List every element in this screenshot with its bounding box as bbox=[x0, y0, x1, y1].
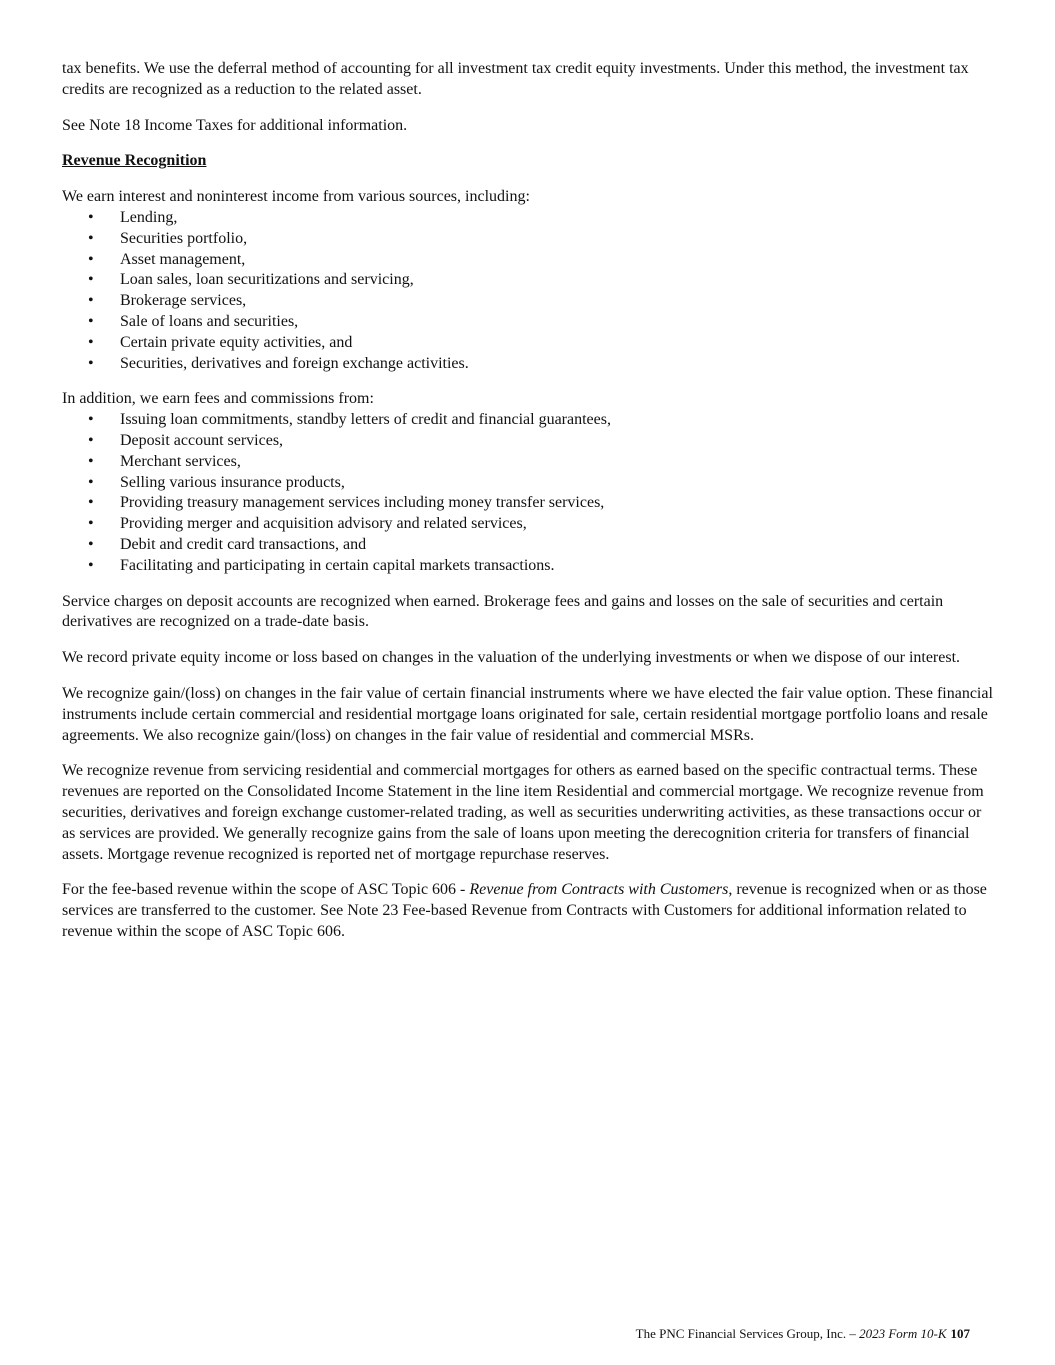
paragraph-fair-value: We recognize gain/(loss) on changes in the fair value of certain financial instruments where we have elected the fair value option. These financial instruments include certain commercial and residential mortgage loans originated for sale, certain residential mortgage portfolio loans and resale agreements. We also recognize gain/(loss) on changes in the fair value of residential and commercial MSRs. bbox=[62, 684, 993, 744]
bullet-icon: • bbox=[88, 515, 94, 533]
paragraph-service-charges: Service charges on deposit accounts are recognized when earned. Brokerage fees and gains and losses on the sale of securities and certain derivatives are recognized on a trade-date basis. bbox=[62, 592, 944, 631]
list-item: • Deposit account services, bbox=[62, 431, 997, 452]
bullet-icon: • bbox=[88, 494, 94, 512]
bullet-icon: • bbox=[88, 535, 94, 553]
footer-form: 2023 Form 10-K bbox=[859, 1326, 947, 1341]
bullet-icon: • bbox=[88, 354, 94, 372]
bullet-icon: • bbox=[88, 229, 94, 247]
list-item: • Lending, bbox=[62, 208, 997, 229]
fee-sources-list bbox=[62, 410, 997, 576]
list-item: • Certain private equity activities, and bbox=[62, 333, 997, 354]
document-page bbox=[62, 59, 997, 958]
income-sources-list bbox=[62, 208, 997, 374]
page-number: 107 bbox=[950, 1326, 970, 1341]
bullet-icon: • bbox=[88, 333, 94, 351]
list-item: • Issuing loan commitments, standby letters of credit and financial guarantees, bbox=[62, 410, 997, 431]
section-title: Revenue Recognition bbox=[62, 152, 207, 170]
intro-paragraph-note-18: See Note 18 Income Taxes for additional information. bbox=[62, 116, 408, 134]
bullet-icon: • bbox=[88, 473, 94, 491]
asc-606-title: Revenue from Contracts with Customers bbox=[469, 881, 729, 899]
bullet-icon: • bbox=[88, 452, 94, 470]
fees-intro: In addition, we earn fees and commissions from: bbox=[62, 390, 374, 408]
income-intro: We earn interest and noninterest income from various sources, including: bbox=[62, 188, 530, 206]
list-item: • Providing merger and acquisition advisory and related services, bbox=[62, 514, 997, 535]
list-item: • Debit and credit card transactions, and bbox=[62, 535, 997, 556]
list-item: • Loan sales, loan securitizations and servicing, bbox=[62, 270, 997, 291]
list-item: • Asset management, bbox=[62, 250, 997, 271]
intro-paragraph-tax-benefits: tax benefits. We use the deferral method of accounting for all investment tax credit equity investments. Under this method, the investment tax credits are recognized as a reduction to the related asset. bbox=[62, 60, 969, 98]
list-item: • Securities portfolio, bbox=[62, 229, 997, 250]
bullet-icon: • bbox=[88, 411, 94, 429]
list-item: • Providing treasury management services including money transfer services, bbox=[62, 493, 997, 514]
list-item: • Selling various insurance products, bbox=[62, 473, 997, 494]
list-item: • Merchant services, bbox=[62, 452, 997, 473]
bullet-icon: • bbox=[88, 250, 94, 268]
bullet-icon: • bbox=[88, 312, 94, 330]
bullet-icon: • bbox=[88, 431, 94, 449]
list-item: • Facilitating and participating in certain capital markets transactions. bbox=[62, 556, 997, 577]
bullet-icon: • bbox=[88, 271, 94, 289]
list-item: • Sale of loans and securities, bbox=[62, 312, 997, 333]
paragraph-private-equity: We record private equity income or loss based on changes in the valuation of the underlying investments or when we dispose of our interest. bbox=[62, 649, 961, 667]
bullet-icon: • bbox=[88, 292, 94, 310]
bullet-icon: • bbox=[88, 556, 94, 574]
page-footer bbox=[636, 1326, 970, 1342]
list-item: • Brokerage services, bbox=[62, 291, 997, 312]
list-item: • Securities, derivatives and foreign exchange activities. bbox=[62, 354, 997, 375]
bullet-icon: • bbox=[88, 208, 94, 226]
paragraph-asc-606: For the fee-based revenue within the scope of ASC Topic 606 - Revenue from Contracts with Customers, revenue is recognized when or as those services are transferred to the customer. See Note 23 Fee-based Revenue from Contracts with Customers for additional information related to revenue within the scope of ASC Topic 606. bbox=[62, 881, 987, 940]
paragraph-mortgage-servicing: We recognize revenue from servicing residential and commercial mortgages for others as earned based on the specific contractual terms. These revenues are reported on the Consolidated Income Statement in the line item Residential and commercial mortgage. We recognize revenue from securities, derivatives and foreign exchange customer-related trading, as well as securities underwriting activities, as these transactions occur or as services are provided. We generally recognize gains from the sale of loans upon meeting the derecognition criteria for transfers of financial assets. Mortgage revenue recognized is reported net of mortgage repurchase reserves. bbox=[62, 762, 984, 863]
footer-company: The PNC Financial Services Group, Inc. – bbox=[635, 1326, 860, 1341]
